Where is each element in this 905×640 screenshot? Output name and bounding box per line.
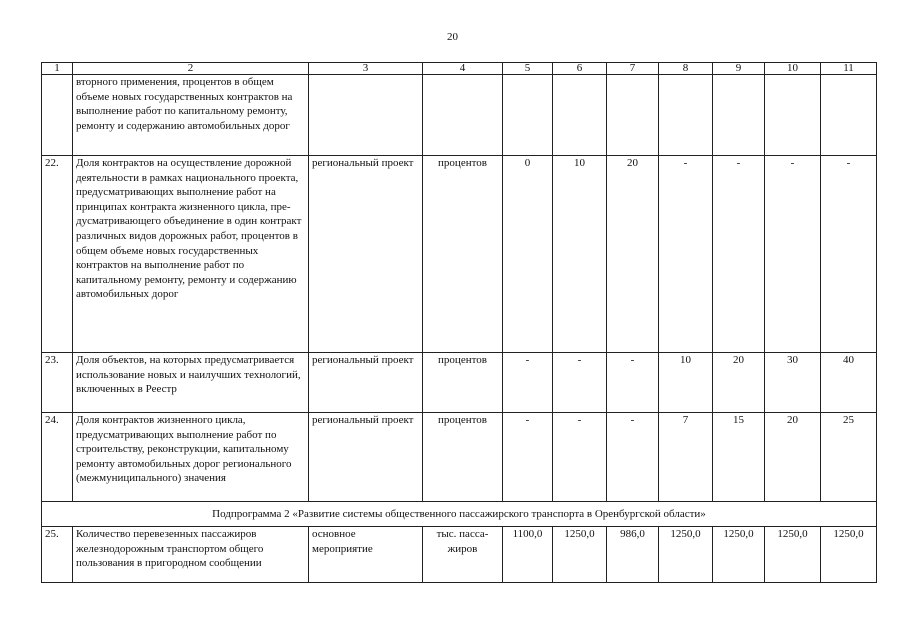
- value-cell: 10: [659, 353, 713, 413]
- value-cell: -: [607, 413, 659, 502]
- table-row: [42, 413, 877, 502]
- table-row: [42, 527, 877, 583]
- empty-cell: [423, 75, 503, 156]
- empty-cell: [659, 75, 713, 156]
- column-number: 6: [553, 63, 607, 75]
- continuation-row: [42, 75, 877, 156]
- value-cell: 15: [713, 413, 765, 502]
- value-cell: -: [821, 156, 877, 353]
- empty-cell: [713, 75, 765, 156]
- value-cell: -: [503, 413, 553, 502]
- value-cell: 40: [821, 353, 877, 413]
- subprogram-row: [42, 502, 877, 527]
- indicators-table: [41, 62, 877, 583]
- value-cell: 1250,0: [553, 527, 607, 583]
- value-cell: 1250,0: [765, 527, 821, 583]
- value-cell: 1250,0: [713, 527, 765, 583]
- value-cell: -: [607, 353, 659, 413]
- empty-cell: [553, 75, 607, 156]
- value-cell: 20: [713, 353, 765, 413]
- indicator-description: Доля контрактов жизненного цикла, предусматривающих выполнение работ по строительству, реконструкции, капитальному ремонту автомобильных дорог регионального (межмуниципального) значения: [73, 413, 309, 502]
- indicator-unit: процентов: [423, 156, 503, 353]
- value-cell: 20: [765, 413, 821, 502]
- column-number: 7: [607, 63, 659, 75]
- column-numbers-row: [42, 63, 877, 75]
- table-row: [42, 353, 877, 413]
- indicator-description: Доля объектов, на которых предусматривается использование новых и наилучших технологий, включенных в Реестр: [73, 353, 309, 413]
- column-number: 9: [713, 63, 765, 75]
- value-cell: -: [713, 156, 765, 353]
- column-number: 10: [765, 63, 821, 75]
- value-cell: 25: [821, 413, 877, 502]
- row-number: 24.: [42, 413, 73, 502]
- column-number: 1: [42, 63, 73, 75]
- page-number: 20: [447, 31, 458, 43]
- value-cell: 0: [503, 156, 553, 353]
- value-cell: -: [659, 156, 713, 353]
- empty-cell: [765, 75, 821, 156]
- value-cell: 1250,0: [659, 527, 713, 583]
- value-cell: -: [503, 353, 553, 413]
- value-cell: 1100,0: [503, 527, 553, 583]
- column-number: 11: [821, 63, 877, 75]
- value-cell: 30: [765, 353, 821, 413]
- row-number: [42, 75, 73, 156]
- value-cell: -: [553, 353, 607, 413]
- empty-cell: [607, 75, 659, 156]
- value-cell: 7: [659, 413, 713, 502]
- empty-cell: [309, 75, 423, 156]
- row-number: 22.: [42, 156, 73, 353]
- indicator-description: Доля контрактов на осуществление дорожной деятельности в рамках национального проекта, предусматривающих выполнение работ на принципах контракта жизненного цикла, предусматривающего объединение в один контракт различных видов дорожных работ, процентов в общем объеме новых государственных контрактов на выполнение работ по капитальному ремонту, ремонту и содержанию автомобильных дорог: [73, 156, 309, 353]
- indicator-description: вторного применения, процентов в общем объеме новых государственных контрактов на выполнение работ по капитальному ремонту, ремонту и содержанию автомобильных дорог: [73, 75, 309, 156]
- column-number: 8: [659, 63, 713, 75]
- value-cell: 10: [553, 156, 607, 353]
- indicator-unit: процентов: [423, 413, 503, 502]
- value-cell: -: [765, 156, 821, 353]
- indicator-unit: процентов: [423, 353, 503, 413]
- column-number: 2: [73, 63, 309, 75]
- indicator-type: региональный проект: [309, 413, 423, 502]
- value-cell: -: [553, 413, 607, 502]
- empty-cell: [821, 75, 877, 156]
- subprogram-heading: Подпрограмма 2 «Развитие системы общественного пассажирского транспорта в Оренбургской области»: [42, 502, 877, 527]
- table-row: [42, 156, 877, 353]
- value-cell: 986,0: [607, 527, 659, 583]
- value-cell: 20: [607, 156, 659, 353]
- indicator-type: основное мероприятие: [309, 527, 423, 583]
- row-number: 25.: [42, 527, 73, 583]
- indicator-type: региональный проект: [309, 353, 423, 413]
- indicator-type: региональный проект: [309, 156, 423, 353]
- indicator-unit: тыс. пассажиров: [423, 527, 503, 583]
- empty-cell: [503, 75, 553, 156]
- indicator-description: Количество перевезенных пассажиров железнодорожным транспортом общего пользования в пригородном сообщении: [73, 527, 309, 583]
- column-number: 5: [503, 63, 553, 75]
- row-number: 23.: [42, 353, 73, 413]
- column-number: 3: [309, 63, 423, 75]
- column-number: 4: [423, 63, 503, 75]
- value-cell: 1250,0: [821, 527, 877, 583]
